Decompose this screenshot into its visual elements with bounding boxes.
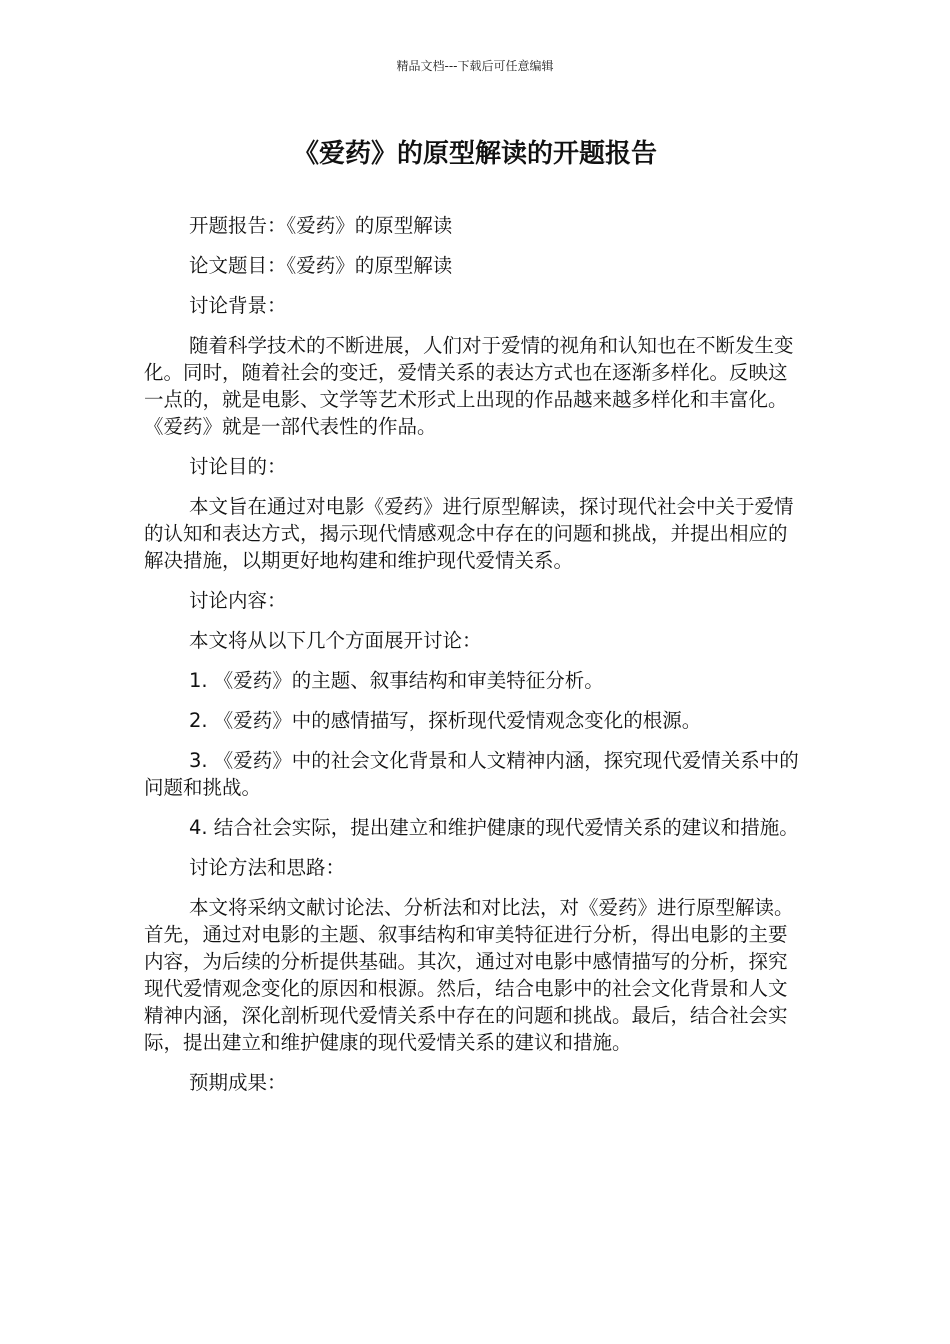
paragraph-background: 随着科学技术的不断进展，人们对于爱情的视角和认知也在不断发生变化。同时，随着社会的变迁，爱情关系的表达方式也在逐渐多样化。反映这一点的，就是电影、文学等艺术形式上出现的作品越来越多样化和丰富化。《爱药》就是一部代表性的作品。 — [144, 334, 794, 438]
heading-expected-results: 预期成果： — [189, 1071, 287, 1094]
heading-purpose: 讨论目的： — [189, 455, 287, 478]
paragraph-purpose: 本文旨在通过对电影《爱药》进行原型解读，探讨现代社会中关于爱情的认知和表达方式，揭示现代情感观念中存在的问题和挑战，并提出相应的解决措施，以期更好地构建和维护现代爱情关系。 — [144, 495, 794, 572]
heading-method: 讨论方法和思路： — [189, 856, 346, 879]
list-item-3: 3. 《爱药》中的社会文化背景和人文精神内涵，探究现代爱情关系中的问题和挑战。 — [144, 749, 799, 799]
paragraph-thesis-title: 论文题目：《爱药》的原型解读 — [189, 254, 453, 277]
paragraph-method: 本文将采纳文献讨论法、分析法和对比法，对《爱药》进行原型解读。首先，通过对电影的主题、叙事结构和审美特征进行分析，得出电影的主要内容，为后续的分析提供基础。其次，通过对电影中感情描写的分析，探究现代爱情观念变化的原因和根源。然后，结合电影中的社会文化背景和人文精神内涵，深化剖析现代爱情关系中存在的问题和挑战。最后，结合社会实际，提出建立和维护健康的现代爱情关系的建议和措施。 — [144, 896, 794, 1054]
header-note: 精品文档---下载后可任意编辑 — [396, 59, 554, 73]
document-title: 《爱药》的原型解读的开题报告 — [292, 139, 657, 169]
list-item-2: 2. 《爱药》中的感情描写，探析现代爱情观念变化的根源。 — [189, 709, 702, 732]
paragraph-content-intro: 本文将从以下几个方面展开讨论： — [189, 629, 482, 652]
paragraph-report-heading: 开题报告：《爱药》的原型解读 — [189, 214, 453, 237]
list-item-1: 1. 《爱药》的主题、叙事结构和审美特征分析。 — [189, 669, 604, 692]
list-item-4: 4. 结合社会实际，提出建立和维护健康的现代爱情关系的建议和措施。 — [189, 816, 799, 839]
heading-content: 讨论内容： — [189, 589, 287, 612]
heading-background: 讨论背景： — [189, 294, 287, 317]
document-body — [144, 212, 804, 1109]
